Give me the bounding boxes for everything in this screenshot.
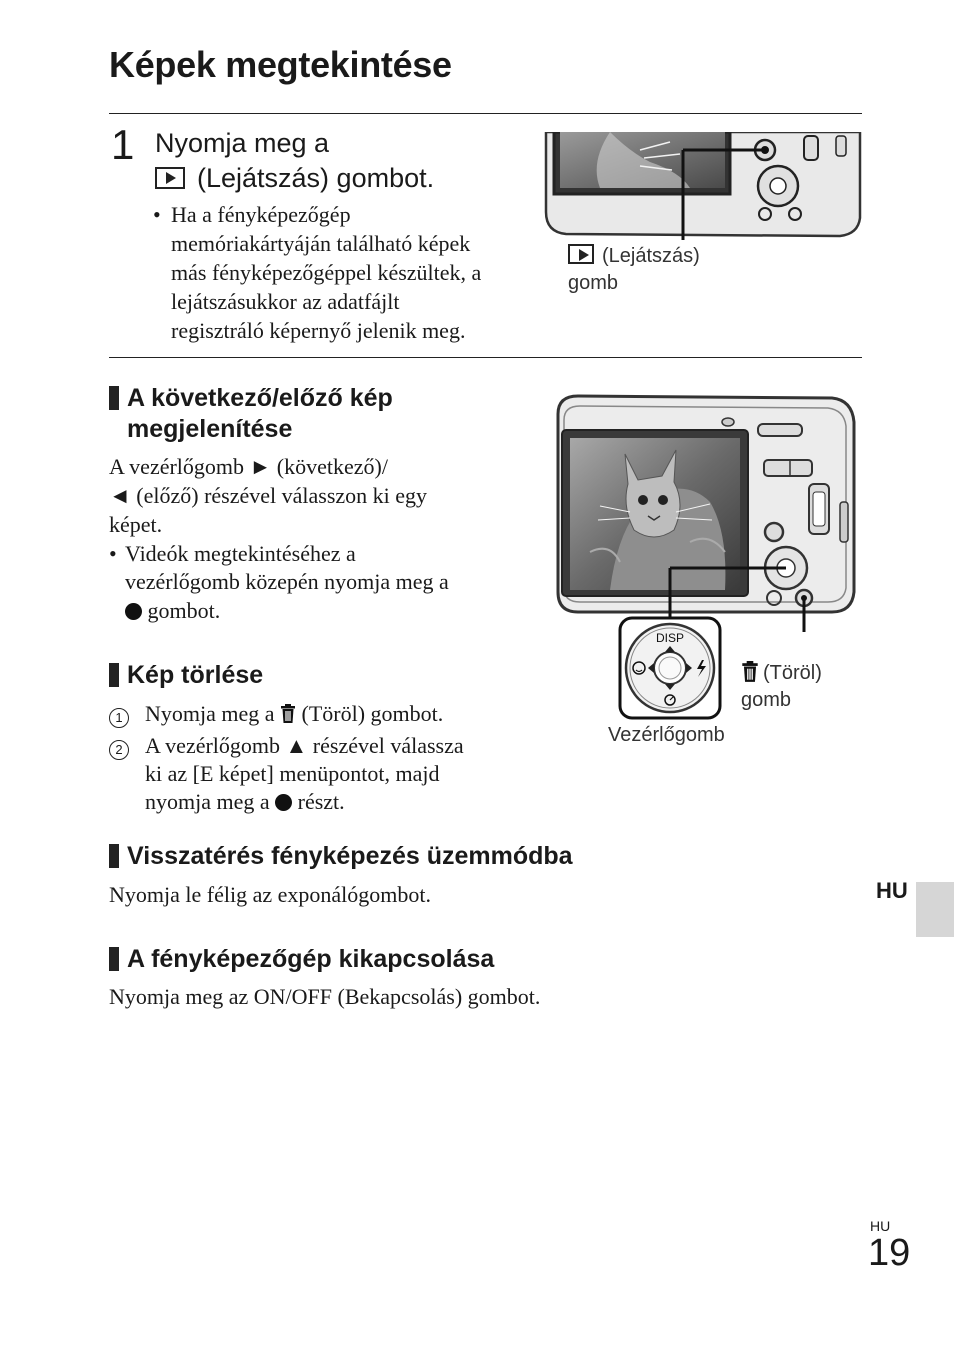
step-line-2 <box>155 162 434 194</box>
next-prev-bullet-line-3: gombot. <box>125 596 220 625</box>
delete-button-label: (Töröl) <box>741 660 822 686</box>
section-marker <box>109 386 119 410</box>
control-button-label: Vezérlőgomb <box>608 724 725 746</box>
next-prev-heading-2: megjelenítése <box>127 415 293 443</box>
delete-button-label-gomb: gomb <box>741 689 792 711</box>
camera-back-illustration <box>550 392 860 632</box>
step-bullet-line: lejátszásukkor az adatfájlt <box>171 289 400 314</box>
page-language-code: HU <box>870 1218 891 1234</box>
next-prev-heading: A következő/előző kép <box>109 382 393 414</box>
page-number: 19 <box>868 1232 911 1274</box>
step-bullet-text <box>171 200 481 345</box>
step-bullet-line: regisztráló képernyő jelenik meg. <box>171 318 466 343</box>
delete-item-2-line-3: nyomja meg a részt. <box>145 789 345 814</box>
control-button-closeup <box>618 616 722 720</box>
play-button-label <box>568 243 700 269</box>
play-icon <box>155 167 185 189</box>
play-button-label-text: (Lejátszás) <box>602 245 700 267</box>
delete-item-2-number: 2 <box>109 732 129 761</box>
next-prev-bullet-marker: • <box>109 541 117 566</box>
trash-icon <box>280 704 296 724</box>
center-button-icon <box>275 794 292 811</box>
play-button-label-gomb: gomb <box>568 272 619 294</box>
power-off-text: Nyomja meg az ON/OFF (Bekapcsolás) gombot. <box>109 984 541 1009</box>
play-icon-small <box>568 244 594 264</box>
next-prev-bullet-line-2: vezérlőgomb közepén nyomja meg a <box>125 569 449 594</box>
trash-icon <box>741 661 759 683</box>
delete-item-1-number: 1 <box>109 700 129 729</box>
step-number: 1 <box>111 121 135 168</box>
section-marker <box>109 947 119 971</box>
return-shoot-heading: Visszatérés fényképezés üzemmódba <box>109 840 573 872</box>
step-bullet-marker: • <box>153 202 161 227</box>
step-line-1: Nyomja meg a <box>155 128 330 158</box>
delete-item-1: Nyomja meg a (Töröl) gombot. <box>145 701 444 726</box>
title-divider <box>109 113 862 114</box>
next-prev-bullet-line-1: Videók megtekintéséhez a <box>125 541 356 566</box>
delete-item-2-line-2: ki az [E képet] menüpontot, majd <box>145 761 440 786</box>
power-off-heading: A fényképezőgép kikapcsolása <box>109 943 494 975</box>
step-divider <box>109 357 862 358</box>
page-title: Képek megtekintése <box>109 44 452 85</box>
next-prev-line-2: ◄ (előző) részével válasszon ki egy <box>109 483 428 508</box>
language-side-label: HU <box>876 878 908 903</box>
section-marker <box>109 663 119 687</box>
next-prev-line-3: képet. <box>109 512 163 537</box>
language-side-tab <box>916 882 954 937</box>
step-bullet-line: más fényképezőgéppel készültek, a <box>171 260 482 285</box>
center-button-icon <box>125 603 142 620</box>
step-line-2-text: (Lejátszás) gombot. <box>197 163 435 193</box>
next-prev-line-1: A vezérlőgomb ► (következő)/ <box>109 454 388 479</box>
step-bullet-line: memóriakártyáján található képek <box>171 231 471 256</box>
disp-label: DISP <box>655 631 685 645</box>
camera-back-partial-illustration <box>540 132 865 244</box>
step-bullet-line: Ha a fényképezőgép <box>171 202 351 227</box>
section-marker <box>109 844 119 868</box>
delete-heading: Kép törlése <box>109 659 263 691</box>
return-shoot-text: Nyomja le félig az exponálógombot. <box>109 882 431 907</box>
delete-item-2-line-1: A vezérlőgomb ▲ részével válassza <box>145 733 464 758</box>
